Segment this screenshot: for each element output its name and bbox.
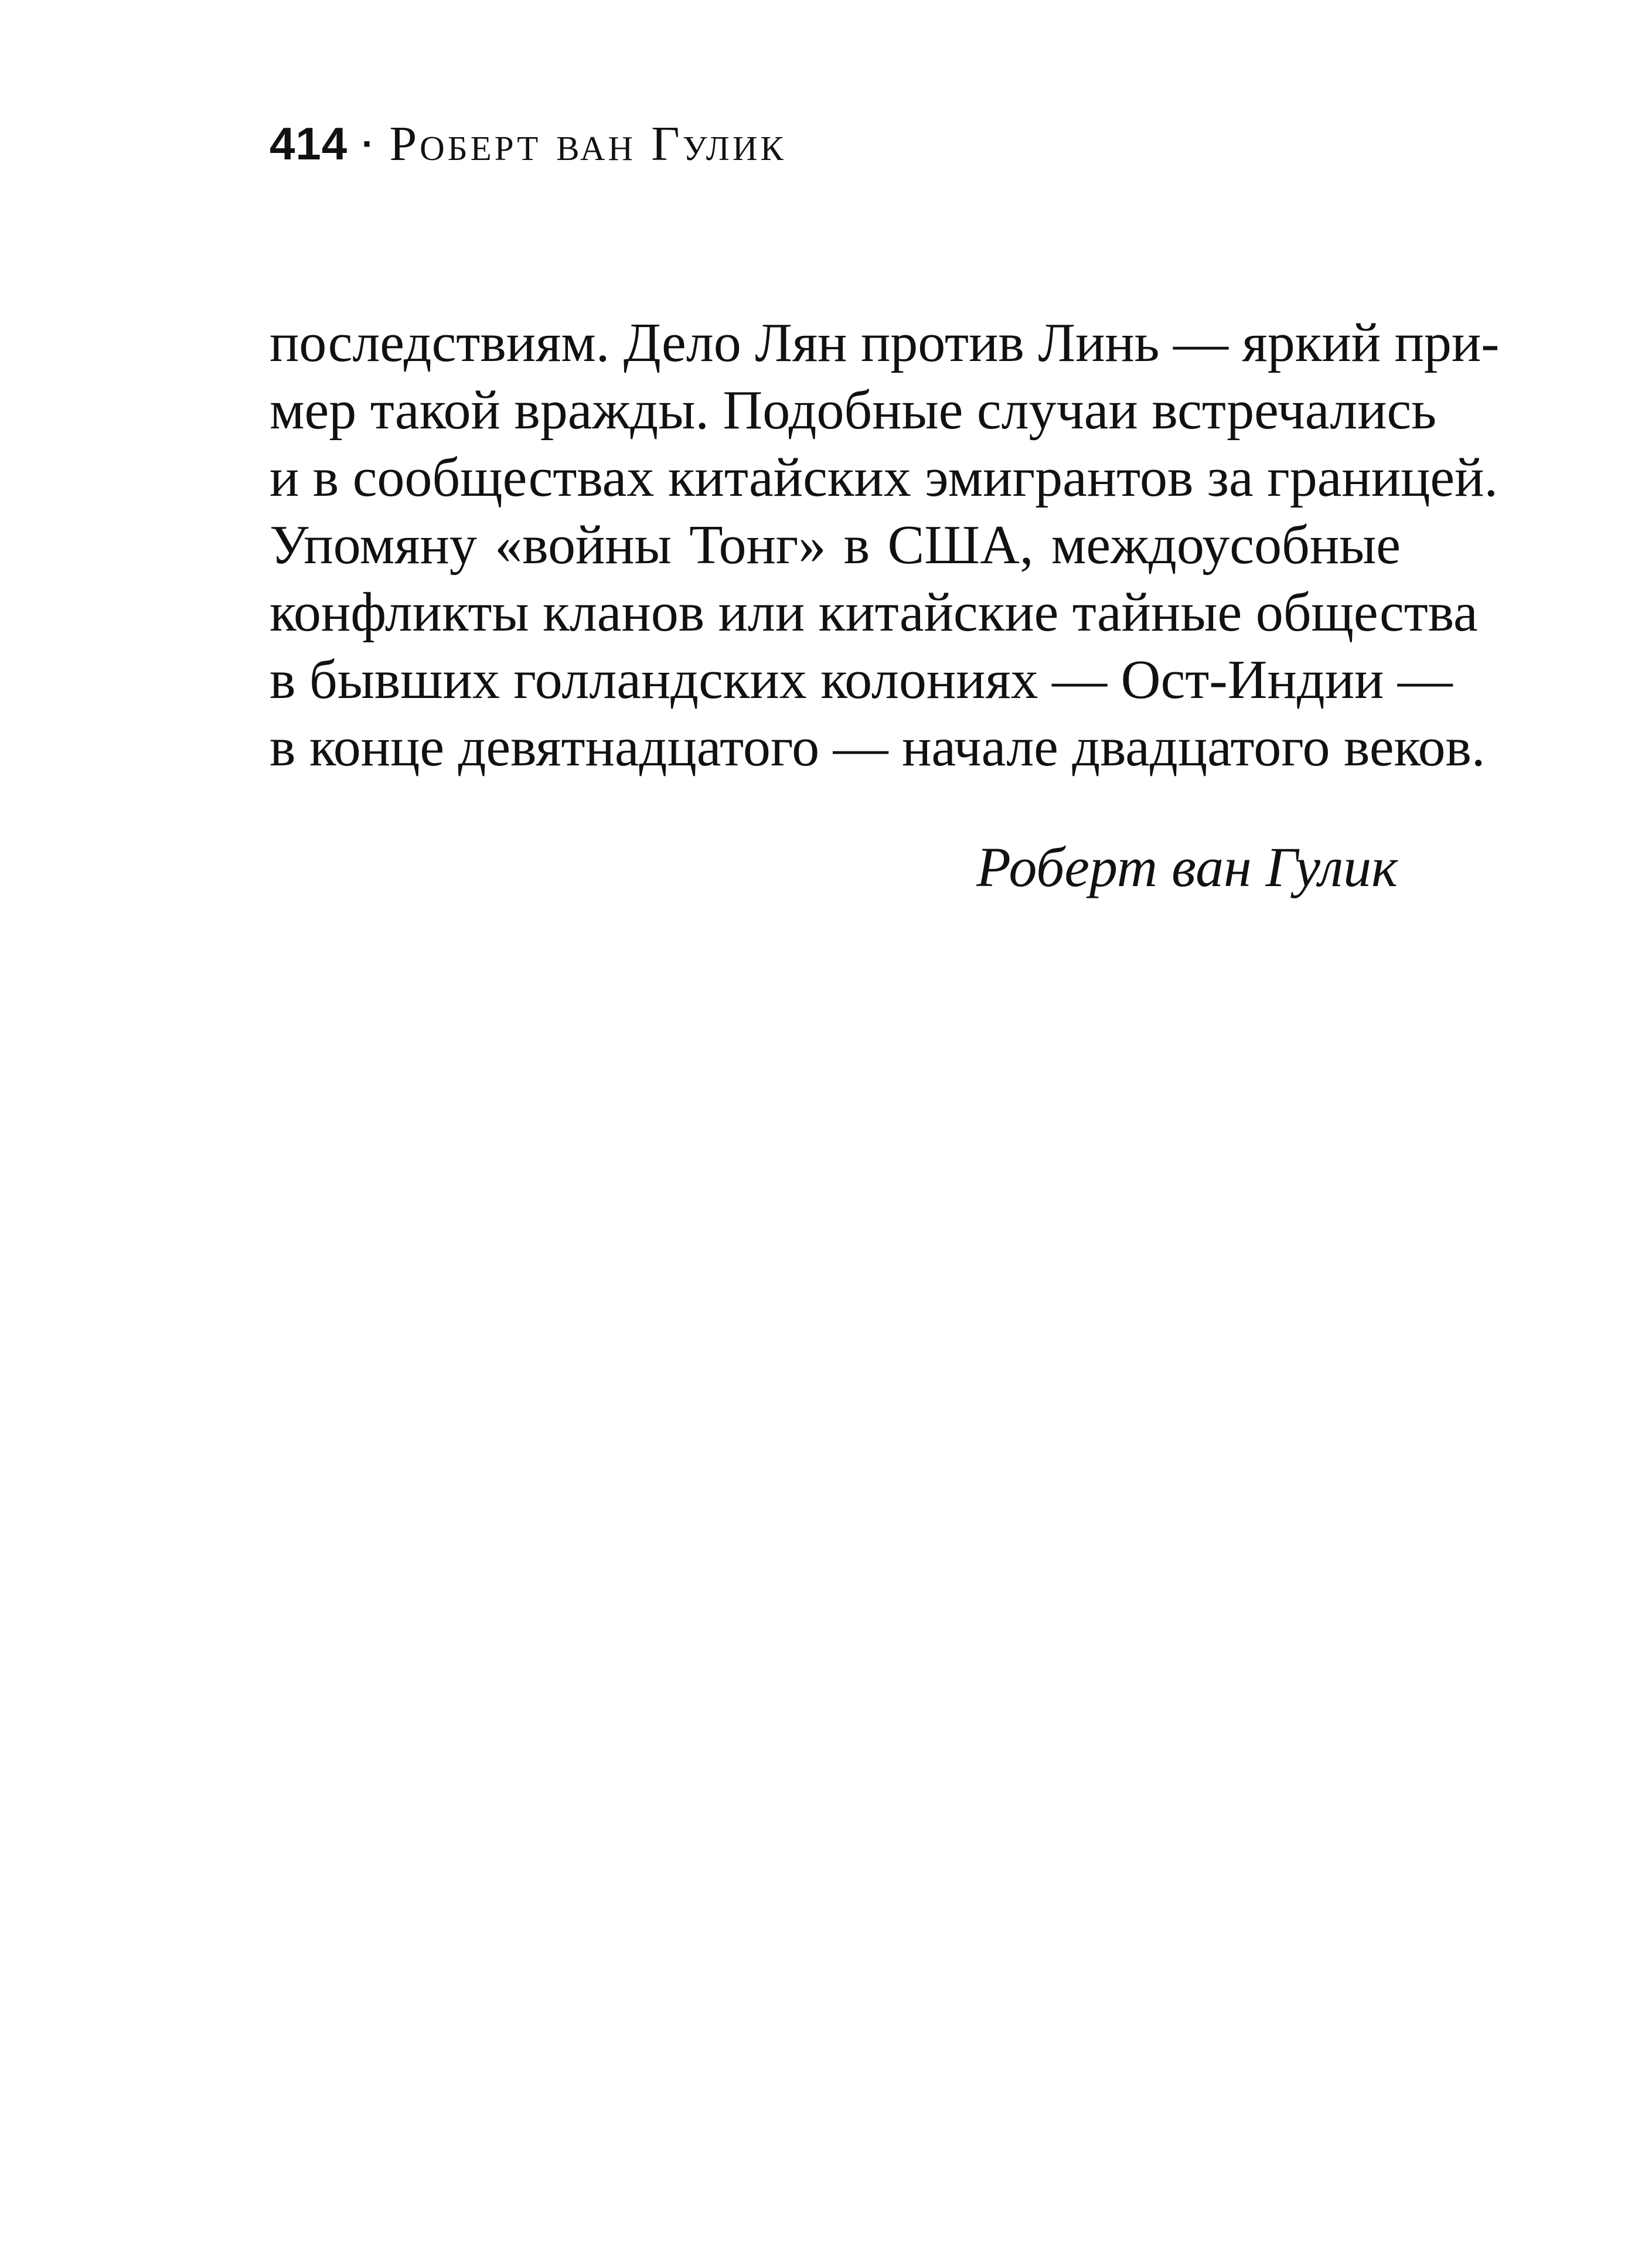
text-line: и в сообществах китайских эмигрантов за границей. xyxy=(270,447,1498,508)
running-head xyxy=(270,111,786,176)
body-paragraph xyxy=(270,309,1500,781)
page-number: 414 xyxy=(270,117,348,169)
text-line: в бывших голландских колониях — Ост-Индии — xyxy=(270,649,1453,710)
running-head-separator: · xyxy=(362,122,374,165)
running-head-author: Роберт ван Гулик xyxy=(389,116,786,171)
text-line: последствиям. Дело Лян против Линь — яркий при- xyxy=(270,312,1500,373)
text-line: конфликты кланов или китайские тайные общества xyxy=(270,582,1478,643)
text-line: в конце девятнадцатого — начале двадцатого веков. xyxy=(270,717,1486,778)
text-line: Упомяну «войны Тонг» в США, междоусобные xyxy=(270,515,1401,575)
author-signature: Роберт ван Гулик xyxy=(976,836,1398,898)
text-line: мер такой вражды. Подобные случаи встречались xyxy=(270,380,1437,441)
